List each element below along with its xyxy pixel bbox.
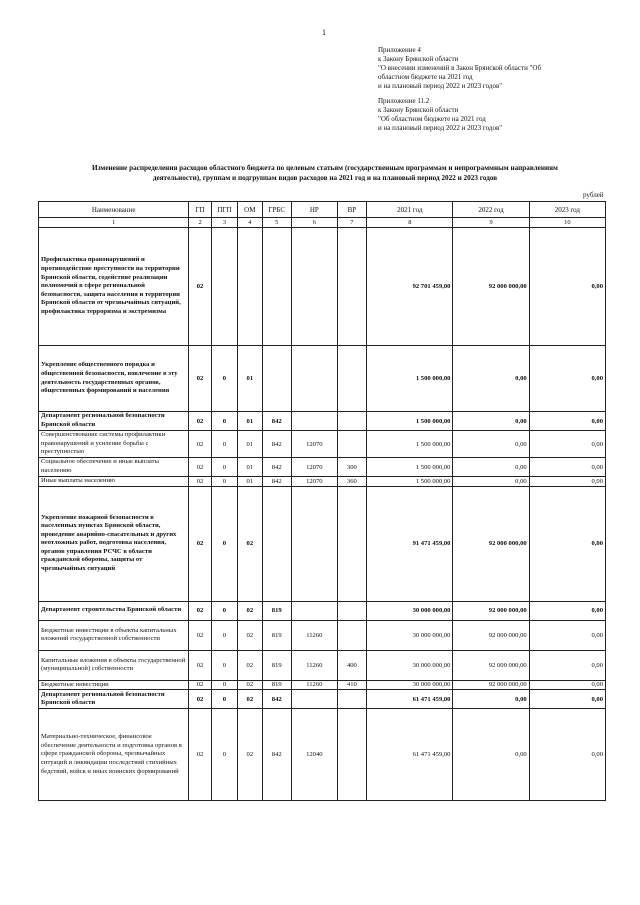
cell-vr [337, 412, 366, 431]
cell-name: Укрепление общественного порядка и общественной безопасности, вовлечение в эту деятельность государственных органов, общественных формирований и населения [39, 346, 189, 412]
cell-nr: 12070 [291, 431, 337, 458]
header-name: Наименование [39, 202, 189, 218]
table-row [39, 477, 606, 487]
appendix-header [378, 46, 618, 139]
cell-nr: 11260 [291, 680, 337, 690]
table-row [39, 650, 606, 680]
title-line-1: Изменение распределения расходов областного бюджета по целевым статьям (государственным программам и непрограммным направлениям [92, 164, 558, 172]
cell-om: 01 [238, 412, 262, 431]
cell-2022: 0,00 [453, 431, 529, 458]
table-body [39, 228, 606, 801]
cell-gp: 02 [189, 228, 211, 346]
cell-2021: 61 471 459,00 [367, 709, 453, 801]
appendix-line: областном бюджете на 2021 год [378, 73, 473, 81]
header-2022: 2022 год [453, 202, 529, 218]
cell-name: Укрепление пожарной безопасности в населенных пунктах Брянской области, проведение аварийно-спасательных и других неотложных работ, подготовка населения, органов управления РСЧС в области гражданской обороны, защиты от чрезвычайных ситуаций [39, 486, 189, 601]
appendix-block-1 [378, 46, 618, 91]
appendix-line: и на плановый период 2022 и 2023 годов" [378, 124, 503, 132]
cell-2023: 0,00 [529, 477, 605, 487]
cell-gp: 02 [189, 346, 211, 412]
cell-2021: 30 000 000,00 [367, 620, 453, 650]
cell-om: 02 [238, 486, 262, 601]
cell-pgp: 0 [211, 690, 237, 709]
cell-2023: 0,00 [529, 346, 605, 412]
title-line-2: деятельности), группам и подгруппам видов расходов на 2021 год и на плановый период 2022 и 2023 годов [152, 174, 498, 182]
cell-vr [337, 228, 366, 346]
cell-vr: 400 [337, 650, 366, 680]
appendix-line: к Закону Брянской области [378, 106, 459, 114]
cell-2023: 0,00 [529, 690, 605, 709]
cell-2022: 0,00 [453, 412, 529, 431]
cell-grbs: 842 [262, 477, 291, 487]
cell-2021: 1 500 000,00 [367, 412, 453, 431]
cell-om: 02 [238, 620, 262, 650]
cell-om: 02 [238, 690, 262, 709]
cell-2023: 0,00 [529, 486, 605, 601]
cell-nr [291, 228, 337, 346]
cell-2023: 0,00 [529, 412, 605, 431]
cell-grbs: 819 [262, 601, 291, 620]
header-grbs: ГРБС [262, 202, 291, 218]
col-number: 3 [211, 218, 237, 228]
col-number: 6 [291, 218, 337, 228]
header-gp: ГП [189, 202, 211, 218]
cell-name: Совершенствование системы профилактики правонарушений и усиление борьбы с преступностью [39, 431, 189, 458]
cell-nr: 12070 [291, 458, 337, 477]
cell-pgp: 0 [211, 709, 237, 801]
document-title [40, 163, 610, 183]
cell-pgp: 0 [211, 477, 237, 487]
cell-vr [337, 709, 366, 801]
cell-vr [337, 601, 366, 620]
col-number: 4 [238, 218, 262, 228]
cell-2022: 92 000 000,00 [453, 601, 529, 620]
cell-gp: 02 [189, 650, 211, 680]
cell-nr [291, 690, 337, 709]
appendix-line: к Закону Брянской области [378, 55, 459, 63]
cell-name: Профилактика правонарушений и противодействие преступности на территории Брянской области, содействие реализации полномочий в сфере региональной безопасности, защита населения и территории Брянской области от чрезвычайных ситуаций, профилактика терроризма и экстремизма [39, 228, 189, 346]
cell-2022: 92 000 000,00 [453, 620, 529, 650]
cell-grbs: 842 [262, 690, 291, 709]
cell-grbs [262, 228, 291, 346]
table-header-row [39, 202, 606, 218]
table-row [39, 458, 606, 477]
appendix-line: Приложение 4 [378, 46, 421, 54]
cell-pgp: 0 [211, 458, 237, 477]
cell-grbs [262, 486, 291, 601]
cell-2021: 92 701 459,00 [367, 228, 453, 346]
cell-name: Департамент региональной безопасности Брянской области [39, 412, 189, 431]
cell-grbs: 842 [262, 412, 291, 431]
cell-nr: 11260 [291, 650, 337, 680]
cell-2023: 0,00 [529, 458, 605, 477]
cell-pgp: 0 [211, 620, 237, 650]
cell-om: 01 [238, 431, 262, 458]
column-number-row [39, 218, 606, 228]
cell-nr [291, 486, 337, 601]
table-row [39, 346, 606, 412]
col-number: 9 [453, 218, 529, 228]
cell-vr [337, 620, 366, 650]
cell-pgp: 0 [211, 680, 237, 690]
header-vr: ВР [337, 202, 366, 218]
table-row [39, 709, 606, 801]
cell-2023: 0,00 [529, 709, 605, 801]
cell-om: 02 [238, 650, 262, 680]
table-row [39, 486, 606, 601]
header-nr: НР [291, 202, 337, 218]
header-om: ОМ [238, 202, 262, 218]
cell-vr [337, 690, 366, 709]
cell-2023: 0,00 [529, 680, 605, 690]
cell-grbs: 842 [262, 458, 291, 477]
cell-2022: 0,00 [453, 346, 529, 412]
table-row [39, 601, 606, 620]
cell-gp: 02 [189, 412, 211, 431]
cell-gp: 02 [189, 431, 211, 458]
cell-2022: 92 000 000,00 [453, 680, 529, 690]
cell-2022: 0,00 [453, 690, 529, 709]
cell-gp: 02 [189, 601, 211, 620]
cell-2023: 0,00 [529, 601, 605, 620]
cell-om: 01 [238, 346, 262, 412]
col-number: 10 [529, 218, 605, 228]
cell-name: Бюджетные инвестиции [39, 680, 189, 690]
cell-nr: 11260 [291, 620, 337, 650]
col-number: 7 [337, 218, 366, 228]
cell-name: Департамент региональной безопасности Брянской области [39, 690, 189, 709]
cell-gp: 02 [189, 486, 211, 601]
cell-grbs: 819 [262, 650, 291, 680]
cell-om: 02 [238, 680, 262, 690]
cell-gp: 02 [189, 690, 211, 709]
table-row [39, 620, 606, 650]
appendix-block-2 [378, 97, 618, 133]
appendix-line: "Об областном бюджете на 2021 год [378, 115, 486, 123]
cell-gp: 02 [189, 477, 211, 487]
cell-nr [291, 601, 337, 620]
cell-nr [291, 412, 337, 431]
table-row [39, 228, 606, 346]
cell-2022: 0,00 [453, 709, 529, 801]
page-mark: 1 [322, 28, 326, 37]
cell-2021: 30 000 000,00 [367, 680, 453, 690]
cell-2022: 92 000 000,00 [453, 228, 529, 346]
appendix-line: Приложение 11.2 [378, 97, 430, 105]
cell-gp: 02 [189, 709, 211, 801]
cell-grbs: 819 [262, 620, 291, 650]
cell-name: Иные выплаты населению [39, 477, 189, 487]
cell-grbs: 842 [262, 709, 291, 801]
cell-2023: 0,00 [529, 620, 605, 650]
col-number: 1 [39, 218, 189, 228]
header-2021: 2021 год [367, 202, 453, 218]
col-number: 2 [189, 218, 211, 228]
cell-vr [337, 431, 366, 458]
cell-2021: 1 500 000,00 [367, 477, 453, 487]
table-row [39, 680, 606, 690]
cell-om: 02 [238, 709, 262, 801]
cell-name: Бюджетные инвестиции в объекты капитальных вложений государственной собственности [39, 620, 189, 650]
cell-2021: 91 471 459,00 [367, 486, 453, 601]
cell-gp: 02 [189, 620, 211, 650]
cell-om: 01 [238, 458, 262, 477]
cell-2023: 0,00 [529, 431, 605, 458]
cell-pgp [211, 228, 237, 346]
cell-vr [337, 346, 366, 412]
cell-2023: 0,00 [529, 228, 605, 346]
cell-2022: 92 000 000,00 [453, 486, 529, 601]
cell-gp: 02 [189, 458, 211, 477]
cell-nr [291, 346, 337, 412]
cell-2022: 0,00 [453, 458, 529, 477]
cell-pgp: 0 [211, 650, 237, 680]
cell-2023: 0,00 [529, 650, 605, 680]
cell-grbs: 842 [262, 431, 291, 458]
cell-vr: 300 [337, 458, 366, 477]
cell-vr [337, 486, 366, 601]
cell-2022: 92 000 000,00 [453, 650, 529, 680]
cell-vr: 410 [337, 680, 366, 690]
appendix-line: и на плановый период 2022 и 2023 годов" [378, 82, 503, 90]
header-pgp: ПГП [211, 202, 237, 218]
table-row [39, 431, 606, 458]
cell-2022: 0,00 [453, 477, 529, 487]
col-number: 8 [367, 218, 453, 228]
cell-name: Материально-техническое, финансовое обеспечение деятельности и подготовка органов в сфере гражданской обороны, чрезвычайных ситуаций и ликвидации последствий стихийных бедствий, войск и иных воинских формирований [39, 709, 189, 801]
cell-2021: 61 471 459,00 [367, 690, 453, 709]
cell-pgp: 0 [211, 601, 237, 620]
cell-gp: 02 [189, 680, 211, 690]
cell-pgp: 0 [211, 346, 237, 412]
cell-2021: 30 000 000,00 [367, 650, 453, 680]
cell-om [238, 228, 262, 346]
table-row [39, 690, 606, 709]
table-row [39, 412, 606, 431]
cell-nr: 12040 [291, 709, 337, 801]
cell-pgp: 0 [211, 431, 237, 458]
cell-vr: 360 [337, 477, 366, 487]
appendix-line: "О внесении изменений в Закон Брянской области "Об [378, 64, 542, 72]
cell-om: 02 [238, 601, 262, 620]
cell-2021: 30 000 000,00 [367, 601, 453, 620]
cell-pgp: 0 [211, 486, 237, 601]
header-2023: 2023 год [529, 202, 605, 218]
cell-name: Департамент строительства Брянской области [39, 601, 189, 620]
cell-grbs [262, 346, 291, 412]
cell-2021: 1 500 000,00 [367, 458, 453, 477]
cell-nr: 12070 [291, 477, 337, 487]
col-number: 5 [262, 218, 291, 228]
cell-2021: 1 500 000,00 [367, 346, 453, 412]
cell-om: 01 [238, 477, 262, 487]
budget-table [38, 201, 606, 801]
cell-name: Капитальные вложения в объекты государственной (муниципальной) собственности [39, 650, 189, 680]
cell-name: Социальное обеспечение и иные выплаты населению [39, 458, 189, 477]
cell-2021: 1 500 000,00 [367, 431, 453, 458]
currency-unit: рублей [583, 191, 604, 199]
cell-pgp: 0 [211, 412, 237, 431]
cell-grbs: 819 [262, 680, 291, 690]
